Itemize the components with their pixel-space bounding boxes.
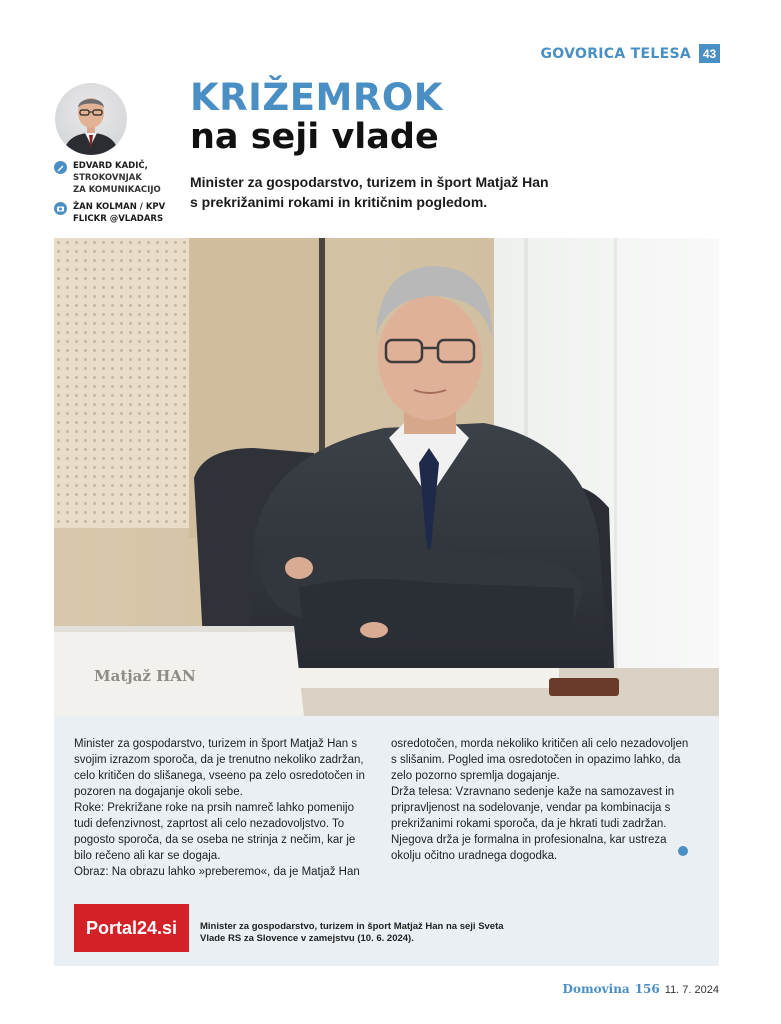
author-avatar — [55, 83, 127, 155]
photo-credit-line2: FLICKR @VLADARS — [73, 214, 164, 224]
portal24-logo: Portal24.si — [74, 904, 189, 952]
paragraph: Roke: Prekrižane roke na prsih namreč lahko pomenijo tudi defenzivnost, zaprtost ali celo nezadovoljstvo. To pogosto sporoča, da se oseba ne strinja z nečim, kar je bilo rečeno ali kar se dogaja. — [74, 802, 356, 862]
issue-date: 11. 7. 2024 — [664, 984, 719, 996]
paragraph: Njegova drža je formalna in profesionalna, kar ustreza okolju očitno uradnega dogodka. — [391, 834, 667, 862]
paragraph: Drža telesa: Vzravnano sedenje kaže na samozavest in pripravljenost na sodelovanje, vendar pa kombinacija s prekrižanimi rokami sporoča, da je hkrati tudi zadržan. — [391, 786, 675, 830]
author-credit — [54, 160, 161, 196]
article-kicker: KRIŽEMROK — [190, 76, 443, 119]
author-name: EDVARD KADIČ, — [73, 161, 148, 171]
article-column-2 — [391, 736, 691, 864]
page-number-badge: 43 — [699, 44, 720, 63]
photo-caption: Minister za gospodarstvo, turizem in šport Matjaž Han na seji Sveta Vlade RS za Slovence v zamejstvu (10. 6. 2024). — [200, 921, 504, 944]
article-column-1 — [74, 736, 374, 880]
magazine-name: Domovina — [562, 982, 630, 996]
photo-credit — [54, 201, 165, 225]
photo-credit-line1: ŽAN KOLMAN / KPV — [73, 202, 166, 212]
name-plate-text: Matjaž HAN — [94, 667, 196, 685]
paragraph: osredotočen, morda nekoliko kritičen ali celo nezadovoljen s slišanim. Pogled ima osredotočen in opazimo lahko, da zelo pozorno spremlja dogajanje. — [391, 738, 689, 782]
article-headline: na seji vlade — [190, 117, 439, 157]
paragraph: Obraz: Na obrazu lahko »preberemo«, da je Matjaž Han — [74, 866, 360, 878]
paragraph: Minister za gospodarstvo, turizem in šport Matjaž Han s svojim izrazom sporoča, da je trenutno nekoliko zadržan, celo kritičen do slišanega, vseeno pa zelo osredotočen in pozoren na dogajanje okoli sebe. — [74, 738, 365, 798]
pen-icon — [54, 161, 67, 174]
issue-number: 156 — [634, 982, 660, 996]
article-text-box — [54, 716, 719, 966]
author-role-line2: ZA KOMUNIKACIJO — [73, 185, 161, 195]
article-photo — [54, 238, 719, 716]
section-header — [541, 44, 721, 63]
end-of-article-dot — [678, 846, 688, 856]
camera-icon — [54, 202, 67, 215]
page-footer — [563, 982, 719, 996]
section-name: GOVORICA TELESA — [540, 45, 691, 62]
author-role-line1: STROKOVNJAK — [73, 173, 142, 183]
article-lead: Minister za gospodarstvo, turizem in šport Matjaž Han s prekrižanimi rokami in kritičnim pogledom. — [190, 174, 549, 210]
